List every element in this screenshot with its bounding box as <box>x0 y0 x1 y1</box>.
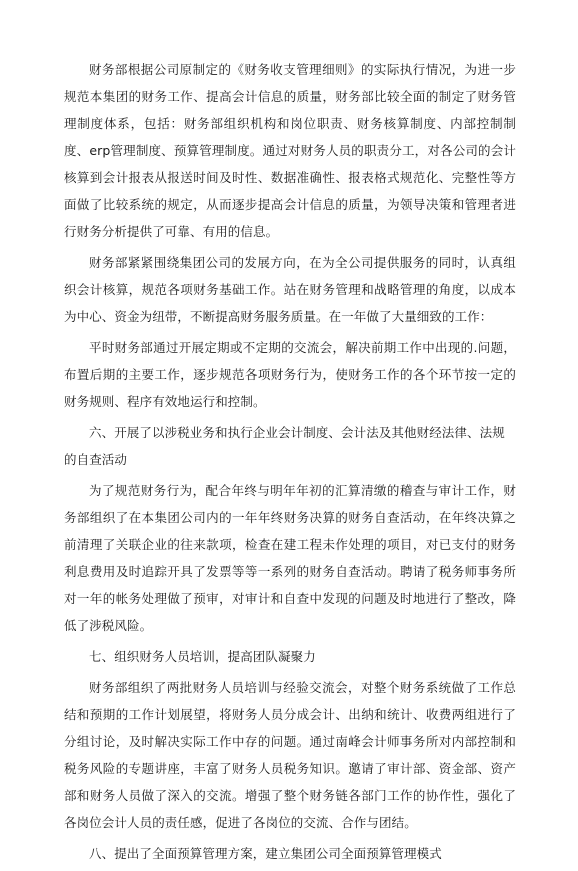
document-body <box>64 56 516 871</box>
paragraph-service-focus: 财务部紧紧围绕集团公司的发展方向，在为全公司提供服务的同时，认真组织会计核算，规范各项财务基础工作。站在财务管理和战略管理的角度，以成本为中心、资金为纽带，不断提高财务服务质量。在一年做了大量细致的工作： <box>64 255 516 324</box>
paragraph-finance-system: 财务部根据公司原制定的《财务收支管理细则》的实际执行情况，为进一步规范本集团的财务工作、提高会计信息的质量，财务部比较全面的制定了财务管理制度体系，包括：财务部组织机构和岗位职责、财务核算制度、内部控制制度、erp管理制度、预算管理制度。通过对财务人员的职责分工，对各公司的会计核算到会计报表从报送时间及时性、数据准确性、报表格式规范化、完整性等方面做了比较系统的规定，从而逐步提高会计信息的质量，为领导决策和管理者进行财务分析提供了可靠、有用的信息。 <box>64 62 516 239</box>
paragraph-training: 财务部组织了两批财务人员培训与经验交流会，对整个财务系统做了工作总结和预期的工作计划展望，将财务人员分成会计、出纳和统计、收费两组进行了分组讨论，及时解决实际工作中存的问题。通过南峰会计师事务所对内部控制和税务风险的专题讲座，丰富了财务人员税务知识。邀请了审计部、资金部、资产部和财务人员做了深入的交流。增强了整个财务链各部门工作的协作性，强化了各岗位会计人员的责任感，促进了各岗位的交流、合作与团结。 <box>64 680 516 830</box>
section-heading-6: 六、开展了以涉税业务和执行企业会计制度、会计法及其他财经法律、法规的自查活动 <box>64 425 505 467</box>
paragraph-meetings: 平时财务部通过开展定期或不定期的交流会，解决前期工作中出现的.问题，布置后期的主要工作，逐步规范各项财务行为，使财务工作的各个环节按一定的财务规则、程序有效地运行和控制。 <box>64 340 516 409</box>
paragraph-self-inspection: 为了规范财务行为，配合年终与明年年初的汇算清缴的稽查与审计工作，财务部组织了在本集团公司内的一年年终财务决算的财务自查活动，在年终决算之前清理了关联企业的往来款项，检查在建工程未作处理的项目，对已支付的财务利息费用及时追踪开具了发票等等一系列的财务自查活动。聘请了税务师事务所对一年的帐务处理做了预审，对审计和自查中发现的问题及时地进行了整改，降低了涉税风险。 <box>64 483 516 633</box>
section-heading-7: 七、组织财务人员培训，提高团队凝聚力 <box>89 649 316 664</box>
section-heading-8: 八、提出了全面预算管理方案，建立集团公司全面预算管理模式 <box>89 846 442 861</box>
